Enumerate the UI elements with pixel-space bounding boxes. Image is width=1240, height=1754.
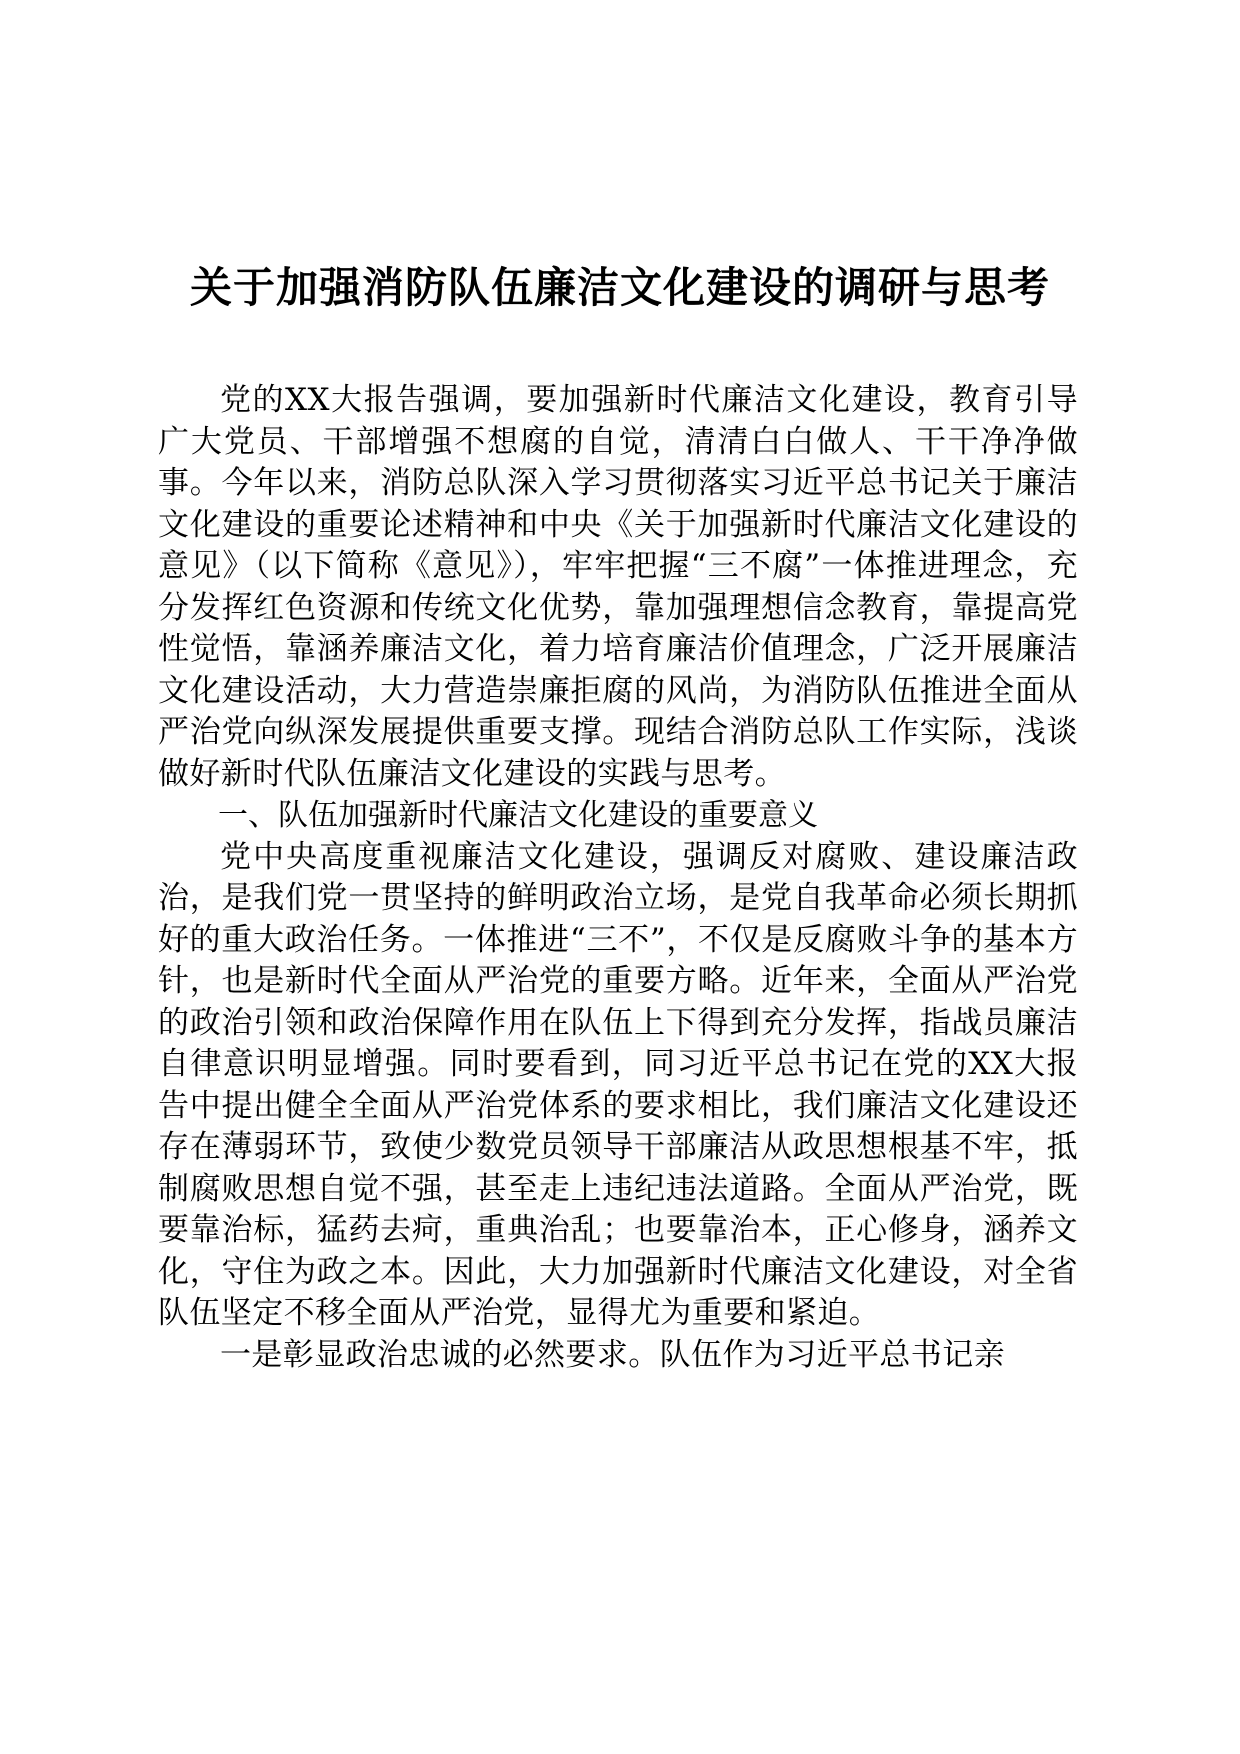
document-body [158, 380, 1078, 1376]
section-heading-1: 一、队伍加强新时代廉洁文化建设的重要意义 [218, 798, 818, 833]
paragraph-significance: 党中央高度重视廉洁文化建设，强调反对腐败、建设廉洁政治，是我们党一贯坚持的鲜明政治立场，是党自我革命必须长期抓好的重大政治任务。一体推进“三不”，不仅是反腐败斗争的基本方针，也是新时代全面从严治党的重要方略。近年来，全面从严治党的政治引领和政治保障作用在队伍上下得到充分发挥，指战员廉洁自律意识明显增强。同时要看到，同习近平总书记在党的XX大报告中提出健全全面从严治党体系的要求相比，我们廉洁文化建设还存在薄弱环节，致使少数党员领导干部廉洁从政思想根基不牢，抵制腐败思想自觉不强，甚至走上违纪违法道路。全面从严治党，既要靠治标，猛药去疴，重典治乱；也要靠治本，正心修身，涵养文化，守住为政之本。因此，大力加强新时代廉洁文化建设，对全省队伍坚定不移全面从严治党，显得尤为重要和紧迫。 [158, 838, 1078, 1331]
document-title: 关于加强消防队伍廉洁文化建设的调研与思考 [189, 263, 1050, 312]
paragraph-point-1: 一是彰显政治忠诚的必然要求。队伍作为习近平总书记亲 [220, 1336, 1005, 1373]
paragraph-intro: 党的XX大报告强调，要加强新时代廉洁文化建设，教育引导广大党员、干部增强不想腐的自觉，清清白白做人、干干净净做事。今年以来，消防总队深入学习贯彻落实习近平总书记关于廉洁文化建设的重要论述精神和中央《关于加强新时代廉洁文化建设的意见》（以下简称《意见》），牢牢把握“三不腐”一体推进理念，充分发挥红色资源和传统文化优势，靠加强理想信念教育，靠提高党性觉悟，靠涵养廉洁文化，着力培育廉洁价值理念，广泛开展廉洁文化建设活动，大力营造崇廉拒腐的风尚，为消防队伍推进全面从严治党向纵深发展提供重要支撑。现结合消防总队工作实际，浅谈做好新时代队伍廉洁文化建设的实践与思考。 [158, 382, 1078, 792]
